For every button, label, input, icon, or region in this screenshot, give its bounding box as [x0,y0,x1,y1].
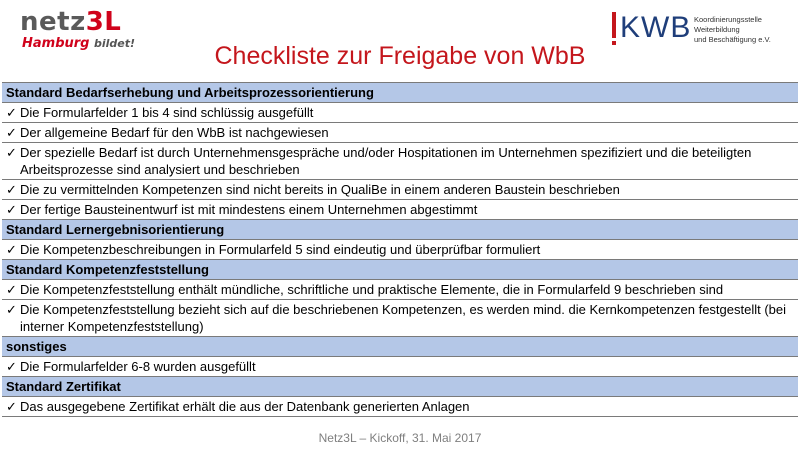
checkmark-icon: ✓ [6,125,17,140]
checklist-item-text: Die Formularfelder 6-8 wurden ausgefüllt [20,359,256,374]
checklist-item-text: Die Formularfelder 1 bis 4 sind schlüssig ausgefüllt [20,105,314,120]
logo-bildet-text: bildet! [94,37,136,50]
checkmark-icon: ✓ [6,145,17,160]
checklist-item-text: Die Kompetenzbeschreibungen in Formularfeld 5 sind eindeutig und überprüfbar formuliert [20,242,541,257]
checklist-item-text: Die zu vermittelnden Kompetenzen sind nicht bereits in QualiBe in einem anderen Baustein beschrieben [20,182,620,197]
checkmark-icon: ✓ [6,282,17,297]
checklist-table [2,82,798,417]
checklist-item [2,180,798,200]
section-header: sonstiges [2,337,798,357]
page-title: Checkliste zur Freigabe von WbB [214,42,586,70]
section-header: Standard Kompetenzfeststellung [2,260,798,280]
checklist-item [2,103,798,123]
checklist-item [2,240,798,260]
checklist-item [2,280,798,300]
kwb-logo-bar [612,12,616,38]
checklist-item-text: Der allgemeine Bedarf für den WbB ist nachgewiesen [20,125,329,140]
logo-3l-text: 3L [85,7,122,37]
checklist-item [2,397,798,417]
section-header: Standard Bedarfserhebung und Arbeitsprozessorientierung [2,83,798,103]
checklist-item-text: Die Kompetenzfeststellung enthält mündliche, schriftliche und praktische Elemente, die in Formularfeld 9 beschrieben sind [20,282,724,297]
checkmark-icon: ✓ [6,242,17,257]
logo-hamburg-text: Hamburg [22,36,90,51]
checklist-item-text: Die Kompetenzfeststellung bezieht sich auf die beschriebenen Kompetenzen, es werden mind. die Kernkompetenzen festgestellt (bei interner Kompetenzfeststellung) [20,302,787,334]
logo-netz-text: netz [20,7,86,37]
checklist-item-text: Das ausgegebene Zertifikat erhält die aus der Datenbank generierten Anlagen [20,399,470,414]
checklist-item-text: Der spezielle Bedarf ist durch Unternehmensgespräche und/oder Hospitationen im Unternehmen spezifiziert und die beteiligten Arbeitsprozesse sind analysiert und beschrieben [20,145,752,177]
footer-text: Netz3L – Kickoff, 31. Mai 2017 [318,431,482,445]
checkmark-icon: ✓ [6,202,17,217]
checklist-item [2,123,798,143]
checkmark-icon: ✓ [6,182,17,197]
section-header: Standard Lernergebnisorientierung [2,220,798,240]
checkmark-icon: ✓ [6,302,17,317]
checklist-item [2,357,798,377]
checkmark-icon: ✓ [6,359,17,374]
checklist-item [2,300,798,337]
checklist-item-text: Der fertige Bausteinentwurf ist mit mindestens einem Unternehmen abgestimmt [20,202,478,217]
checkmark-icon: ✓ [6,105,17,120]
kwb-logo-subtitle: Koordinierungsstelle Weiterbildung und Beschäftigung e.V. [694,15,771,44]
checklist-item [2,200,798,220]
checkmark-icon: ✓ [6,399,17,414]
section-header: Standard Zertifikat [2,377,798,397]
checklist-item [2,143,798,180]
kwb-logo-text: KWB [620,11,692,44]
